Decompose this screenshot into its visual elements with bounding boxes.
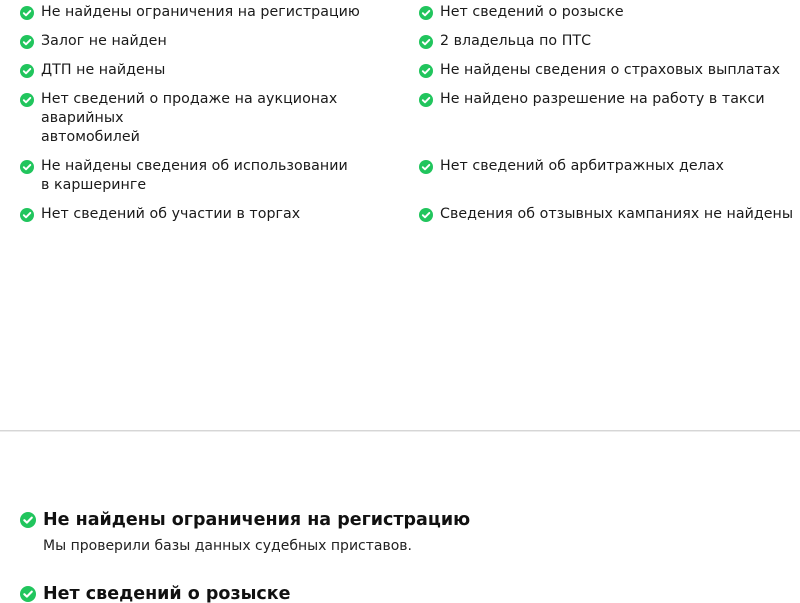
check-item-label: Не найдено разрешение на работу в такси	[440, 91, 765, 107]
check-circle-icon	[20, 64, 34, 78]
detail-description: Мы проверили базы данных судебных приставов.	[43, 538, 412, 554]
check-circle-icon	[419, 6, 433, 20]
check-item-insurance-payouts	[419, 61, 800, 80]
check-item-taxi-permit	[419, 90, 800, 147]
check-circle-icon	[20, 208, 34, 222]
detail-registration-restrictions	[20, 508, 780, 556]
check-details	[20, 508, 780, 603]
check-item-tenders	[20, 205, 419, 224]
check-item-label: Нет сведений о продаже на аукционах аварийных автомобилей	[41, 91, 338, 145]
check-item-arbitration	[419, 157, 800, 195]
check-item-owners	[419, 32, 800, 51]
check-circle-icon	[419, 208, 433, 222]
check-item-label: Не найдены сведения об использовании в каршеринге	[41, 158, 348, 193]
check-circle-icon	[419, 35, 433, 49]
check-circle-icon	[419, 64, 433, 78]
check-circle-icon	[419, 93, 433, 107]
check-item-accidents	[20, 61, 419, 80]
check-item-registration-restrictions	[20, 3, 419, 22]
check-circle-icon	[20, 160, 34, 174]
detail-title: Нет сведений о розыске	[43, 584, 291, 603]
check-item-label: 2 владельца по ПТС	[440, 33, 592, 49]
check-item-label: ДТП не найдены	[41, 62, 166, 78]
check-item-label: Нет сведений об арбитражных делах	[440, 158, 724, 174]
detail-heading	[20, 508, 780, 532]
check-circle-icon	[20, 93, 34, 107]
check-item-label: Залог не найден	[41, 33, 167, 49]
check-summary-list	[20, 3, 800, 224]
check-circle-icon	[20, 512, 36, 528]
check-item-label: Нет сведений о розыске	[440, 4, 624, 20]
check-circle-icon	[419, 160, 433, 174]
check-circle-icon	[20, 35, 34, 49]
detail-title: Не найдены ограничения на регистрацию	[43, 510, 471, 530]
section-divider-shadow	[0, 431, 800, 432]
detail-heading	[20, 582, 780, 603]
check-circle-icon	[20, 586, 36, 602]
check-item-label: Сведения об отзывных кампаниях не найдены	[440, 206, 794, 222]
check-item-carsharing	[20, 157, 419, 195]
check-item-pledge	[20, 32, 419, 51]
check-item-recall-campaigns	[419, 205, 800, 224]
check-item-label: Нет сведений об участии в торгах	[41, 206, 301, 222]
check-item-salvage-auctions	[20, 90, 419, 147]
check-item-label: Не найдены сведения о страховых выплатах	[440, 62, 781, 78]
check-item-wanted	[419, 3, 800, 22]
check-item-label: Не найдены ограничения на регистрацию	[41, 4, 360, 20]
check-circle-icon	[20, 6, 34, 20]
detail-wanted	[20, 582, 780, 603]
